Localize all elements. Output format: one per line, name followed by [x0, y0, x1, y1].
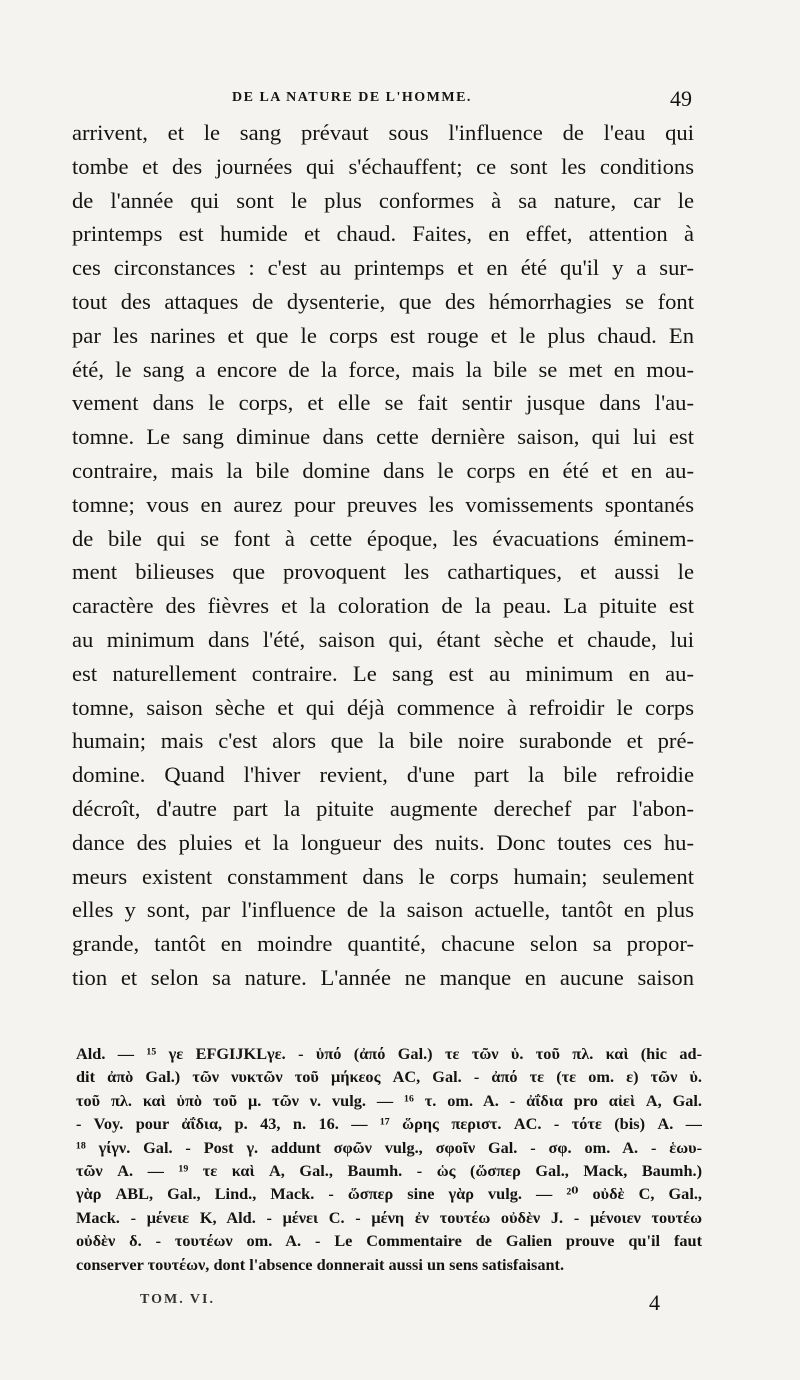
body-line: tomne; vous en aurez pour preuves les vomissements spontanés — [72, 491, 694, 517]
body-line: tout des attaques de dysenterie, que des hémorrhagies se font — [72, 288, 694, 314]
footnote-line: τῶν A. — ¹⁹ τε καὶ A, Gal., Baumh. - ὡς (ὥσπερ Gal., Mack, Baumh.) — [76, 1160, 702, 1180]
footnote-line: ¹⁸ γίγν. Gal. - Post γ. addunt σφῶν vulg., σφοῖν Gal. - σφ. om. A. - ἑωυ- — [76, 1137, 702, 1157]
page-number: 49 — [670, 86, 692, 111]
footnote-line: conserver τουτέων, dont l'absence donnerait aussi un sens satisfaisant. — [76, 1254, 565, 1274]
footnote-line: Ald. — ¹⁵ γε EFGIJKLγε. - ὑπό (ἀπό Gal.) τε τῶν ὑ. τοῦ πλ. καὶ (hic ad- — [76, 1044, 702, 1063]
signature-number: 4 — [649, 1290, 660, 1315]
body-line: humain; mais c'est alors que la bile noire surabonde et pré- — [72, 728, 694, 754]
body-line: décroît, d'autre part la pituite augmente derechef par l'abon- — [72, 795, 694, 821]
body-line: par les narines et que le corps est rouge et le plus chaud. En — [72, 322, 694, 348]
body-line: été, le sang a encore de la force, mais la bile se met en mou- — [72, 356, 694, 382]
body-line: domine. Quand l'hiver revient, d'une part la bile refroidie — [72, 762, 694, 788]
body-line: tomne, saison sèche et qui déjà commence à refroidir le corps — [72, 694, 694, 720]
body-line: arrivent, et le sang prévaut sous l'influence de l'eau qui — [72, 120, 694, 145]
body-line: caractère des fièvres et la coloration de la peau. La pituite est — [72, 593, 694, 619]
footnotes — [76, 1042, 702, 1276]
body-line: elles y sont, par l'influence de la saison actuelle, tantôt en plus — [72, 897, 694, 923]
body-line: ces circonstances : c'est au printemps et en été qu'il y a sur- — [72, 255, 694, 281]
page-footer — [140, 1290, 660, 1316]
body-line: printemps est humide et chaud. Faites, en effet, attention à — [72, 221, 694, 247]
footnote-line: - Voy. pour ἀΐδια, p. 43, n. 16. — ¹⁷ ὥρης περιστ. AC. - τότε (bis) A. — — [76, 1114, 702, 1134]
body-line: grande, tantôt en moindre quantité, chacune selon sa propor- — [72, 931, 694, 957]
body-line: ment bilieuses que provoquent les cathartiques, et aussi le — [72, 559, 694, 585]
body-line: meurs existent constamment dans le corps humain; seulement — [72, 863, 694, 889]
body-line: dance des pluies et la longueur des nuits. Donc toutes ces hu- — [72, 829, 694, 855]
body-line: tomne. Le sang diminue dans cette dernière saison, qui lui est — [72, 424, 694, 450]
body-line: contraire, mais la bile domine dans le corps en été et en au- — [72, 457, 694, 483]
body-text — [72, 116, 694, 995]
footnote-line: οὐδὲν δ. - τουτέων om. A. - Le Commentaire de Galien prouve qu'il faut — [76, 1231, 702, 1251]
signature-mark: TOM. VI. — [140, 1292, 215, 1307]
body-line: tion et selon sa nature. L'année ne manque en aucune saison — [72, 964, 694, 990]
body-line: de bile qui se font à cette époque, les évacuations éminem- — [72, 525, 694, 551]
body-line: de l'année qui sont le plus conformes à sa nature, car le — [72, 187, 694, 213]
footnote-line: dit ἀπὸ Gal.) τῶν νυκτῶν τοῦ μήκεος AC, Gal. - ἀπό τε (τε om. ε) τῶν ὑ. — [76, 1067, 702, 1087]
body-line: tombe et des journées qui s'échauffent; ce sont les conditions — [72, 153, 694, 179]
page-header — [72, 86, 692, 116]
body-line: est naturellement contraire. Le sang est au minimum en au- — [72, 660, 694, 686]
body-line: vement dans le corps, et elle se fait sentir jusque dans l'au- — [72, 390, 694, 416]
footnote-line: γὰρ ABL, Gal., Lind., Mack. - ὥσπερ sine γὰρ vulg. — ²⁰ οὐδὲ C, Gal., — [76, 1184, 702, 1204]
running-title: DE LA NATURE DE L'HOMME. — [232, 90, 472, 105]
body-line: au minimum dans l'été, saison qui, étant sèche et chaude, lui — [72, 626, 694, 652]
footnote-line: τοῦ πλ. καὶ ὑπὸ τοῦ μ. τῶν ν. vulg. — ¹⁶ τ. om. A. - ἀΐδια pro αἰεὶ A, Gal. — [76, 1090, 702, 1110]
footnote-line: Mack. - μένειε K, Ald. - μένει C. - μένη ἐν τουτέω οὐδὲν J. - μένοιεν τουτέω — [76, 1207, 702, 1227]
